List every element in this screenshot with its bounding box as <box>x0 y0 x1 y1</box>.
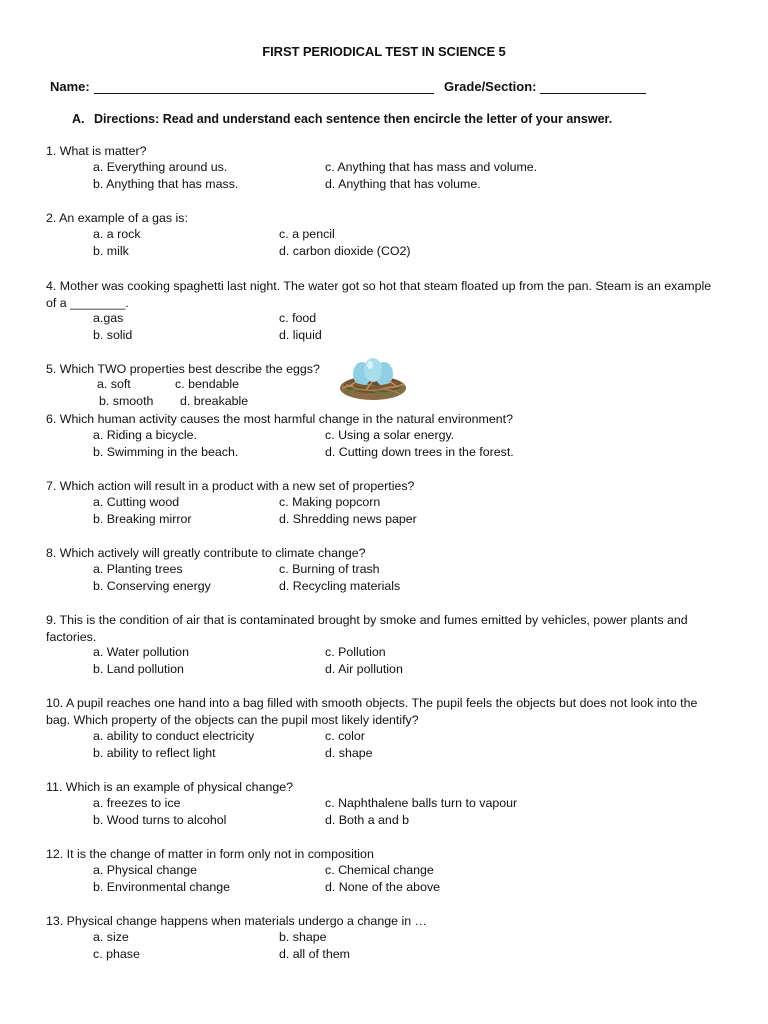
option-a[interactable]: a. a rock <box>93 227 141 241</box>
question-stem: 13. Physical change happens when materials undergo a change in … <box>46 914 427 928</box>
question-stem: 2. An example of a gas is: <box>46 211 188 225</box>
question-9 <box>46 612 718 646</box>
option-b[interactable]: b. ability to reflect light <box>93 746 216 760</box>
option-b[interactable]: b. milk <box>93 244 129 258</box>
question-stem: 5. Which TWO properties best describe the eggs? <box>46 362 320 376</box>
question-stem: 4. Mother was cooking spaghetti last night. The water got so hot that steam floated up from the pan. Steam is an example of a ________. <box>46 279 712 310</box>
option-a[interactable]: a. freezes to ice <box>93 796 181 810</box>
option-c[interactable]: c. color <box>325 729 365 743</box>
question-8 <box>46 545 366 562</box>
option-b[interactable]: b. solid <box>93 328 133 342</box>
question-12 <box>46 846 374 863</box>
name-label: Name: <box>50 79 90 94</box>
option-d[interactable]: d. Air pollution <box>325 662 403 676</box>
question-6 <box>46 411 513 428</box>
option-a[interactable]: a. ability to conduct electricity <box>93 729 255 743</box>
option-d[interactable]: d. breakable <box>180 394 249 408</box>
option-a[interactable]: a. Riding a bicycle. <box>93 428 197 442</box>
question-stem: 1. What is matter? <box>46 144 147 158</box>
option-c[interactable]: c. food <box>279 311 317 325</box>
bird-nest-eggs-icon <box>338 352 408 404</box>
option-c[interactable]: c. Making popcorn <box>279 495 381 509</box>
question-stem: 10. A pupil reaches one hand into a bag filled with smooth objects. The pupil feels the objects but does not look into the bag. Which property of the objects can the pupil most likely identify? <box>46 696 698 727</box>
question-13 <box>46 913 427 930</box>
option-d[interactable]: d. None of the above <box>325 880 441 894</box>
option-a[interactable]: a.gas <box>93 311 124 325</box>
option-c[interactable]: c. Chemical change <box>325 863 434 877</box>
option-b[interactable]: b. Swimming in the beach. <box>93 445 239 459</box>
option-d[interactable]: d. Recycling materials <box>279 579 401 593</box>
option-d[interactable]: d. all of them <box>279 947 350 961</box>
question-2 <box>46 210 188 227</box>
option-b[interactable]: b. Land pollution <box>93 662 184 676</box>
question-stem: 8. Which actively will greatly contribute to climate change? <box>46 546 366 560</box>
option-d[interactable]: d. shape <box>325 746 373 760</box>
option-b[interactable]: b. smooth <box>99 394 154 408</box>
question-5 <box>46 361 320 378</box>
question-stem: 11. Which is an example of physical change? <box>46 780 294 794</box>
option-c[interactable]: c. phase <box>93 947 140 961</box>
option-a[interactable]: a. Cutting wood <box>93 495 180 509</box>
option-c[interactable]: c. Burning of trash <box>279 562 380 576</box>
question-1 <box>46 143 147 160</box>
directions <box>72 112 612 126</box>
option-c[interactable]: c. Pollution <box>325 645 386 659</box>
option-d[interactable]: d. liquid <box>279 328 322 342</box>
option-a[interactable]: a. size <box>93 930 129 944</box>
question-7 <box>46 478 414 495</box>
grade-section-blank[interactable] <box>540 93 646 94</box>
option-b[interactable]: b. Environmental change <box>93 880 231 894</box>
option-d[interactable]: d. Cutting down trees in the forest. <box>325 445 514 459</box>
option-c[interactable]: c. Using a solar energy. <box>325 428 455 442</box>
question-stem: 7. Which action will result in a product with a new set of properties? <box>46 479 415 493</box>
question-4 <box>46 278 718 312</box>
option-a[interactable]: a. Everything around us. <box>93 160 228 174</box>
option-d[interactable]: d. Anything that has volume. <box>325 177 481 191</box>
option-a[interactable]: a. Planting trees <box>93 562 183 576</box>
question-stem: 9. This is the condition of air that is contaminated brought by smoke and fumes emitted by vehicles, power plants and factories. <box>46 613 688 644</box>
option-b[interactable]: b. Wood turns to alcohol <box>93 813 227 827</box>
option-b[interactable]: b. Breaking mirror <box>93 512 192 526</box>
option-b[interactable]: b. shape <box>279 930 327 944</box>
question-11 <box>46 779 293 796</box>
option-d[interactable]: d. Shredding news paper <box>279 512 417 526</box>
page-title: FIRST PERIODICAL TEST IN SCIENCE 5 <box>262 44 506 59</box>
option-c[interactable]: c. Anything that has mass and volume. <box>325 160 538 174</box>
option-c[interactable]: c. bendable <box>175 377 240 391</box>
question-stem: 6. Which human activity causes the most harmful change in the natural environment? <box>46 412 513 426</box>
name-blank[interactable] <box>94 93 434 94</box>
grade-section-label: Grade/Section: <box>444 79 537 94</box>
option-a[interactable]: a. Water pollution <box>93 645 189 659</box>
option-c[interactable]: c. a pencil <box>279 227 335 241</box>
option-d[interactable]: d. Both a and b <box>325 813 410 827</box>
option-b[interactable]: b. Conserving energy <box>93 579 211 593</box>
option-d[interactable]: d. carbon dioxide (CO2) <box>279 244 411 258</box>
option-c[interactable]: c. Naphthalene balls turn to vapour <box>325 796 518 810</box>
option-a[interactable]: a. Physical change <box>93 863 198 877</box>
option-b[interactable]: b. Anything that has mass. <box>93 177 239 191</box>
question-stem: 12. It is the change of matter in form only not in composition <box>46 847 374 861</box>
option-a[interactable]: a. soft <box>97 377 131 391</box>
question-10 <box>46 695 718 729</box>
directions-text: Directions: Read and understand each sentence then encircle the letter of your answer. <box>94 112 613 126</box>
directions-letter: A. <box>72 112 85 126</box>
